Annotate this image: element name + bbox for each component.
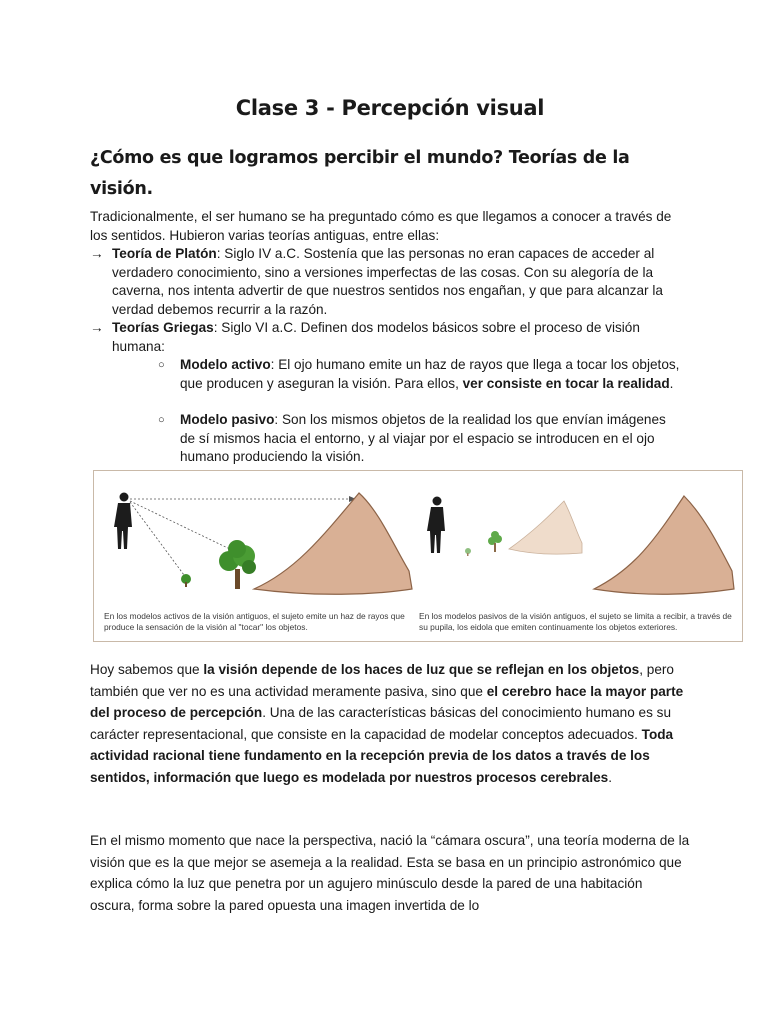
mountain-icon — [594, 496, 734, 594]
para2-text-1: Hoy sabemos que — [90, 662, 204, 677]
griegas-heading: Teorías Griegas — [112, 320, 214, 335]
section-heading: ¿Cómo es que logramos percibir el mundo? Teorías de la visión. — [90, 148, 630, 199]
para2-text-3: . Una de las características básicas del conocimiento humano es su carácter representacional, que consiste en la capacidad de modelar conceptos adecuados. — [90, 705, 672, 742]
tree-icon — [219, 540, 256, 589]
activo-emphasis: ver consiste en tocar la realidad — [462, 375, 670, 391]
arrow-icon: → — [90, 246, 104, 261]
circle-bullet-icon: ○ — [158, 414, 165, 426]
person-icon — [427, 497, 445, 554]
paragraph-vision-hoy — [90, 659, 690, 788]
person-icon — [114, 493, 132, 550]
activo-text: : El ojo humano emite un haz de rayos que llega a tocar los objetos, que producen y aseguran la visión. Para ellos, — [180, 357, 680, 391]
arrow-icon: → — [90, 320, 104, 335]
passive-model-illustration — [427, 496, 734, 594]
faded-mountain-icon — [509, 501, 582, 554]
circle-bullet-icon: ○ — [158, 359, 165, 371]
caption-active-model: En los modelos activos de la visión antiguos, el sujeto emite un haz de rayos que produce la sensación de la visión al "tocar" los objetos. — [104, 611, 405, 632]
paragraph-camara-oscura: En el mismo momento que nace la perspectiva, nació la “cámara oscura”, una teoría moderna de la visión que es la que mejor se asemeja a la realidad. Esta se basa en un principio astronómico que explica cómo la luz que penetra por un agujero minúsculo desde la pared de una habitación oscura, forma sobre la pared opuesta una imagen invertida de lo — [90, 833, 690, 913]
caption-passive-model: En los modelos pasivos de la visión antiguos, el sujeto se limita a recibir, a través de su pupila, los eidola que emiten continuamente los objetos exteriores. — [419, 611, 732, 632]
para2-text-2: , pero también que ver no es una actividad meramente pasiva, sino que — [90, 662, 674, 699]
para2-bold-2: el cerebro hace la mayor parte del proceso de percepción — [90, 683, 684, 720]
para2-bold-3: Toda actividad racional tiene fundamento en la recepción previa de los datos a través de los sentidos, información que luego es modelada por nuestros procesos cerebrales — [90, 726, 674, 785]
griegas-text: : Siglo VI a.C. Definen dos modelos básicos sobre el proceso de visión humana: — [112, 320, 640, 354]
list-item-modelo-pasivo — [158, 411, 680, 467]
pasivo-heading: Modelo pasivo — [180, 412, 275, 427]
small-tree-icon — [488, 531, 502, 552]
vision-models-figure — [93, 470, 743, 642]
active-model-illustration — [114, 493, 412, 595]
list-item-griegas — [90, 319, 682, 356]
platon-text: : Siglo IV a.C. Sostenía que las personas no eran capaces de acceder al verdadero conocimiento, sino a versiones imperfectas de las cosas. Con su alegoría de la caverna, nos intenta advertir de que nuestros sentidos nos engañan, y que para alcanzar la verdad debemos recurrir a la razón. — [112, 246, 663, 317]
para2-bold-1: la visión depende de los haces de luz que se reflejan en los objetos — [203, 662, 640, 677]
mountain-icon — [254, 493, 412, 594]
list-item-platon — [90, 245, 682, 319]
activo-end: . — [669, 375, 674, 391]
distant-tree-icon — [465, 548, 471, 556]
list-item-modelo-activo — [158, 356, 680, 393]
intro-paragraph: Tradicionalmente, el ser humano se ha preguntado cómo es que llegamos a conocer a través de los sentidos. Hubieron varias teorías antiguas, entre ellas: — [90, 209, 672, 243]
small-tree-icon — [181, 574, 191, 587]
activo-heading: Modelo activo — [180, 357, 271, 372]
platon-heading: Teoría de Platón — [112, 246, 217, 261]
pasivo-text: : Son los mismos objetos de la realidad los que envían imágenes de sí mismos hacia el entorno, y al viajar por el espacio se introducen en el ojo humano produciendo la visión. — [180, 412, 666, 464]
para2-text-4: . — [608, 769, 612, 785]
page-title: Clase 3 - Percepción visual — [235, 96, 545, 120]
